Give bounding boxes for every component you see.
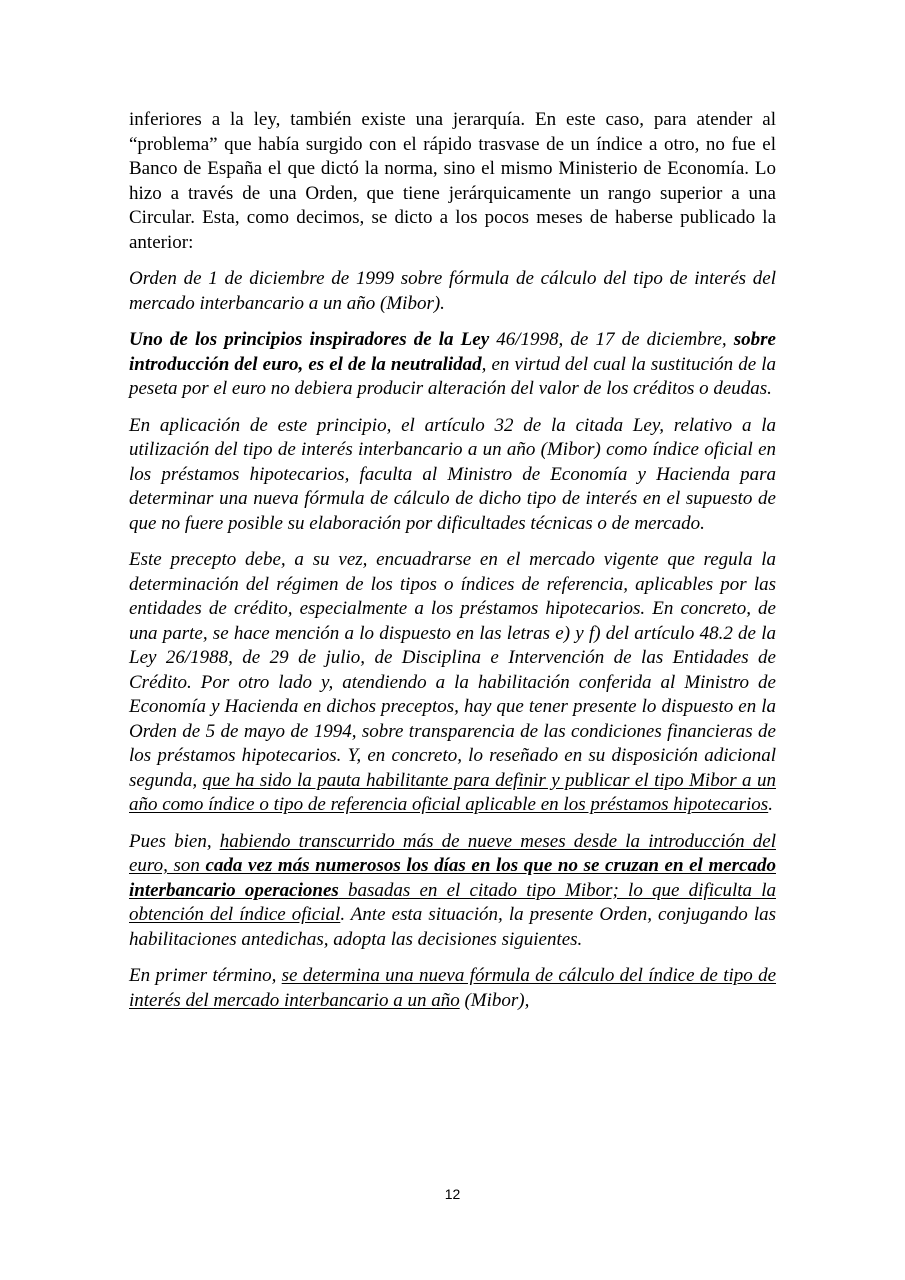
text-segment: Pues bien,: [129, 830, 220, 852]
text-segment: .: [768, 794, 773, 815]
text-segment: que ha sido la pauta habilitante para definir y publicar el tipo Mibor a un año como índice o tipo de referencia oficial aplicable en los préstamos hipotecarios: [129, 769, 776, 815]
paragraph: [129, 548, 776, 818]
page-number: 12: [444, 1186, 461, 1202]
paragraph: [129, 964, 776, 1013]
paragraph: [129, 328, 776, 402]
text-segment: En primer término,: [129, 965, 282, 986]
paragraph: [129, 414, 776, 537]
text-segment: 46/1998, de 17 de diciembre,: [489, 329, 734, 350]
text-segment: Uno de los principios inspiradores de la Ley: [129, 329, 490, 350]
text-segment: inferiores a la ley, también existe una jerarquía. En este caso, para atender al “problema” que había surgido con el rápido trasvase de un índice a otro, no fue el Banco de España el que dictó la norma, sino el mismo Ministerio de Economía. Lo hizo a través de una Orden, que tiene jerárquicamente un rango superior a una Circular. Esta, como decimos, se dicto a los pocos meses de haberse publicado la anterior:: [129, 109, 776, 253]
text-segment: Este precepto debe, a su vez, encuadrarse en el mercado vigente que regula la determinación del régimen de los tipos o índices de referencia, aplicables por las entidades de crédito, especialmente a los préstamos hipotecarios. En concreto, de una parte, se hace mención a lo dispuesto en las letras e) y f) del artículo 48.2 de la Ley 26/1988, de 29 de julio, de Disciplina e Intervención de las Entidades de Crédito. Por otro lado y, atendiendo a la habilitación conferida al Ministro de Economía y Hacienda en dichos preceptos, hay que tener presente lo dispuesto en la Orden de 5 de mayo de 1994, sobre transparencia de las condiciones financieras de los préstamos hipotecarios. Y, en concreto, lo reseñado en su disposición adicional segunda,: [129, 549, 776, 791]
paragraph: [129, 830, 776, 953]
text-segment: basadas en el citado tipo Mibor; lo que dificulta la obtención del índice oficial: [129, 879, 776, 925]
text-segment: habiendo transcurrido más de nueve meses desde la introducción del euro, son: [129, 830, 776, 876]
text-segment: , en virtud del cual la sustitución de la peseta por el euro no debiera producir alteración del valor de los créditos o deudas.: [129, 353, 776, 399]
text-segment: En aplicación de este principio, el artículo 32 de la citada Ley, relativo a la utilización del tipo de interés interbancario a un año (Mibor) como índice oficial en los préstamos hipotecarios, faculta al Ministro de Economía y Hacienda para determinar una nueva fórmula de cálculo de dicho tipo de interés en el supuesto de que no fuere posible su elaboración por dificultades técnicas o de mercado.: [129, 414, 776, 534]
text-segment: Orden de 1 de diciembre de 1999 sobre fórmula de cálculo del tipo de interés del mercado interbancario a un año (Mibor).: [129, 268, 776, 314]
text-segment: . Ante esta situación, la presente Orden, conjugando las habilitaciones antedichas, adopta las decisiones siguientes.: [129, 904, 776, 950]
paragraph: [129, 267, 776, 316]
text-segment: sobre introducción del euro, es el de la neutralidad: [129, 329, 776, 375]
text-segment: cada vez más numerosos los días en los que no se cruzan en el mercado interbancario operaciones: [129, 855, 776, 901]
paragraph: [129, 108, 776, 255]
text-segment: (Mibor),: [459, 989, 530, 1011]
page-body: [129, 108, 776, 1025]
text-segment: se determina una nueva fórmula de cálculo del índice de tipo de interés del mercado interbancario a un año: [129, 965, 777, 1011]
